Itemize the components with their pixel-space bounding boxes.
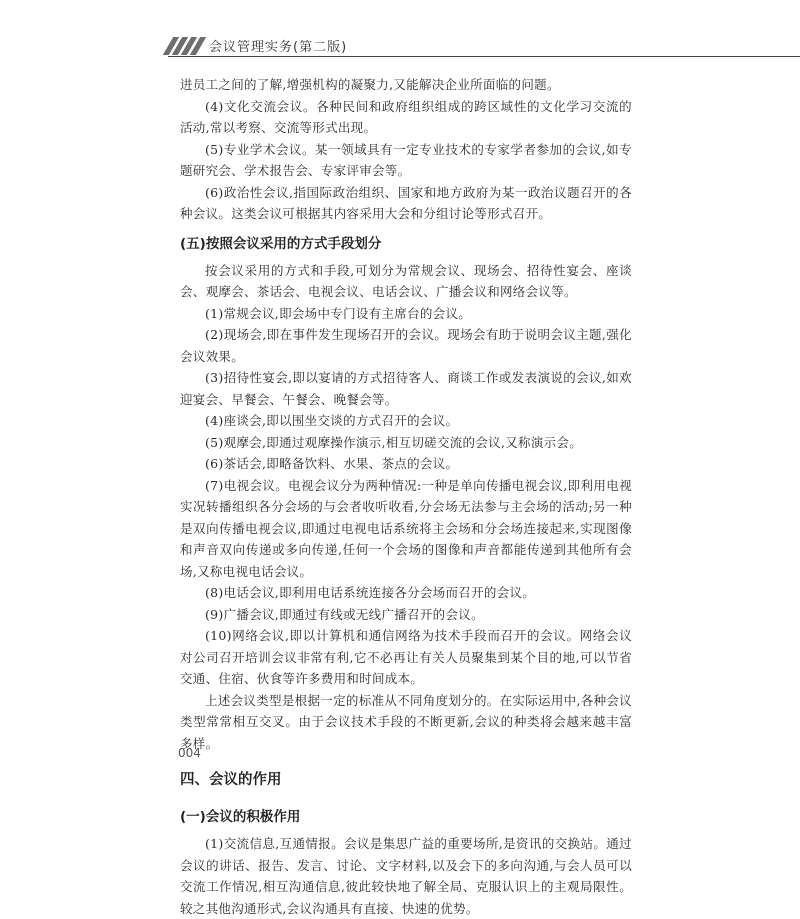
paragraph: (5)专业学术会议。某一领域具有一定专业技术的专家学者参加的会议,如专题研究会、学术报告会、专家评审会等。	[180, 141, 632, 178]
paragraph: 上述会议类型是根据一定的标准从不同角度划分的。在实际运用中,各种会议类型常常相互交叉。由于会议技术手段的不断更新,会议的种类将会越来越丰富多样。	[180, 692, 632, 751]
paragraph: (10)网络会议,即以计算机和通信网络为技术手段而召开的会议。网络会议对公司召开培训会议非常有利,它不必再让有关人员聚集到某个目的地,可以节省交通、住宿、伙食等许多费用和时间成本。	[180, 628, 632, 686]
paragraph: (3)招待性宴会,即以宴请的方式招待客人、商谈工作或发表演说的会议,如欢迎宴会、早餐会、午餐会、晚餐会等。	[180, 370, 632, 407]
paragraph: (5)观摩会,即通过观摩操作演示,相互切磋交流的会议,又称演示会。	[205, 434, 583, 450]
paragraph: (8)电话会议,即利用电话系统连接各分会场而召开的会议。	[205, 585, 536, 600]
header-divider	[168, 56, 800, 57]
paragraph: (6)茶话会,即略备饮料、水果、茶点的会议。	[205, 456, 459, 471]
running-header	[168, 36, 347, 55]
paragraph: (2)现场会,即在事件发生现场召开的会议。现场会有助于说明会议主题,强化会议效果。	[180, 327, 632, 364]
page-number: 004	[178, 746, 201, 760]
header-stripes-icon	[168, 37, 201, 55]
paragraph: 按会议采用的方式和手段,可划分为常规会议、现场会、招待性宴会、座谈会、观摩会、茶话会、电视会议、电话会议、广播会议和网络会议等。	[180, 262, 632, 299]
subsection-heading: (五)按照会议采用的方式手段划分	[180, 235, 382, 252]
section-heading: 四、会议的作用	[180, 772, 282, 788]
paragraph: (1)常规会议,即会场中专门设有主席台的会议。	[205, 305, 472, 321]
paragraph: (6)政治性会议,指国际政治组织、国家和地方政府为某一政治议题召开的各种会议。这类会议可根据其内容采用大会和分组讨论等形式召开。	[180, 184, 632, 221]
book-title: 会议管理实务(第二版)	[209, 40, 348, 55]
paragraph: 进员工之间的了解,增强机构的凝聚力,又能解决企业所面临的问题。	[180, 77, 560, 92]
subsection-heading: (一)会议的积极作用	[180, 809, 301, 825]
paragraph: (4)文化交流会议。各种民间和政府组织组成的跨区域性的文化学习交流的活动,常以考察、交流等形式出现。	[180, 98, 632, 135]
page-body	[180, 74, 632, 919]
paragraph: (4)座谈会,即以围坐交谈的方式召开的会议。	[205, 413, 459, 428]
paragraph: (1)交流信息,互通情报。会议是集思广益的重要场所,是资讯的交换站。通过会议的讲话、报告、发言、讨论、文字材料,以及会下的多向沟通,与会人员可以交流工作情况,相互沟通信息,彼此较快地了解全局、克服认识上的主观局限性。较之其他沟通形式,会议沟通具有直接、快速的优势。	[180, 836, 632, 916]
paragraph: (9)广播会议,即通过有线或无线广播召开的会议。	[205, 606, 484, 622]
paragraph: (7)电视会议。电视会议分为两种情况:一种是单向传播电视会议,即利用电视实况转播组织各分会场的与会者收听收看,分会场无法参与主会场的活动;另一种是双向传播电视会议,即通过电视电话系统将主会场和分会场连接起来,实现图像和声音双向传递或多向传递,任何一个会场的图像和声音都能传递到其他所有会场,又称电视电话会议。	[180, 477, 632, 579]
